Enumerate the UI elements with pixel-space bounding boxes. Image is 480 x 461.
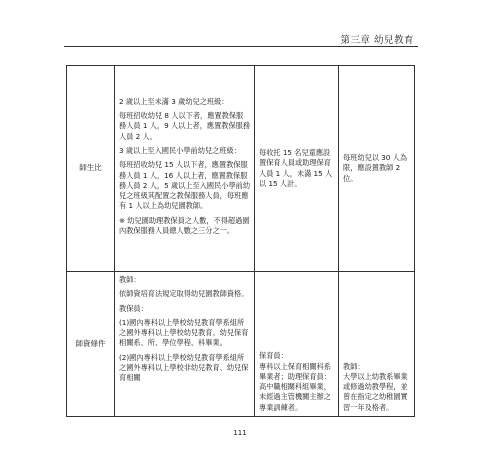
table-row [67,272,415,417]
chapter-title: 第三章 幼兒教育 [340,35,414,46]
table-cell: 每收托 15 名兒童應設置保育人員或助理保育人員 1 人，未滿 15 人以 15 人計。 [255,66,339,272]
cell-paragraph: (2)國內專科以上學校幼兒教育學系組所之國外專科以上學校非幼兒教育、幼兒保育相關 [119,352,249,383]
cell-paragraph: 教師： [119,275,141,284]
table-cell [115,66,255,272]
cell-paragraph: 每班招收幼兒 8 人以下者，應置教保服務人員 1 人，9 人以上者，應置教保服務人員 2 人。 [119,111,251,141]
table-row [67,66,415,272]
cell-paragraph: 教保員： [119,303,148,313]
table-cell [115,272,255,417]
cell-paragraph: ※ 幼兒園助理教保員之人數，不得超過園內教保服務人員總人數之三分之一。 [119,215,250,235]
table-cell: 保育員： 專科以上保育相關科系畢業者；助理保育員： 高中職相關科組畢業，未經過主管機關主辦之專業訓練者。 [255,272,339,417]
cell-paragraph: 2 歲以上至未滿 3 歲幼兒之班級： [119,96,229,106]
row-label: 師生比 [67,66,115,272]
page-header [0,32,480,46]
cell-paragraph: (1)國內專科以上學校幼兒教育學系組所之國外專科以上學校幼兒教育、幼兒保育相關系、所、學位學程、科畢業。 [119,317,249,348]
row-label: 師資條件 [67,272,115,417]
comparison-table [66,65,415,417]
table-cell: 教師： 大學以上幼教系畢業或修過幼教學程，並曾在指定之幼稚園實習一年及格者。 [339,272,415,417]
cell-paragraph: 每班招收幼兒 15 人以下者，應置教保服務人員 1 人，16 人以上者，應置教保服務人員 2 人，5 歲以上至入國民小學前幼兒之班級其配置之教保服務人員，每班應有 1 人以上為幼兒園教師。 [119,160,251,211]
table-cell: 每班幼兒以 30 人為限，應設置教師 2 位。 [339,66,415,272]
page-number: 111 [233,429,247,437]
header-rule [64,46,418,47]
cell-paragraph: 3 歲以上至入國民小學前幼兒之班級： [119,145,241,155]
cell-paragraph: 依師資培育法規定取得幼兒園教師資格。 [119,289,249,299]
